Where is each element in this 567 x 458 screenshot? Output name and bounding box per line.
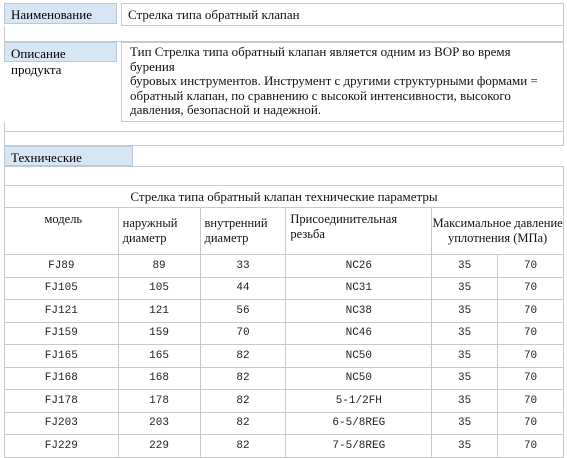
cell-model: FJ105 xyxy=(5,277,119,300)
description-value xyxy=(121,42,564,122)
cell-pressure-2: 70 xyxy=(498,390,564,413)
header-model-text: модель xyxy=(44,212,83,226)
cell-pressure-1: 35 xyxy=(432,412,498,435)
cell-outer-diameter: 89 xyxy=(118,255,200,278)
table-row xyxy=(5,435,564,458)
header-outer-diameter xyxy=(118,208,200,255)
cell-thread: NC26 xyxy=(286,255,432,278)
header-outer-diameter-line2: диаметр xyxy=(122,231,167,245)
name-value: Стрелка типа обратный клапан xyxy=(121,3,564,26)
tech-params-label: Технические xyxy=(4,146,133,166)
spacer-row-3 xyxy=(4,132,564,146)
cell-model: FJ178 xyxy=(5,390,119,413)
description-line: буровых инструментов. Инструмент с другими структурными формами = xyxy=(130,73,538,88)
cell-model: FJ229 xyxy=(5,435,119,458)
description-line: обратный клапан, по сравнению с высокой интенсивности, высокого xyxy=(130,87,511,103)
cell-pressure-1: 35 xyxy=(432,345,498,368)
cell-thread: NC50 xyxy=(286,367,432,390)
cell-model: FJ159 xyxy=(5,322,119,345)
params-table xyxy=(4,207,564,458)
cell-outer-diameter: 165 xyxy=(118,345,200,368)
header-outer-diameter-line1: наружный xyxy=(122,216,178,230)
header-pressure-line1: Максимальное давление xyxy=(432,216,563,230)
cell-pressure-2: 70 xyxy=(498,345,564,368)
cell-thread: NC31 xyxy=(286,277,432,300)
cell-model: FJ121 xyxy=(5,300,119,323)
cell-model: FJ89 xyxy=(5,255,119,278)
cell-model: FJ203 xyxy=(5,412,119,435)
header-inner-diameter-line1: внутренний xyxy=(204,216,268,230)
cell-model: FJ168 xyxy=(5,367,119,390)
cell-outer-diameter: 105 xyxy=(118,277,200,300)
cell-pressure-1: 35 xyxy=(432,255,498,278)
params-header-row xyxy=(5,208,564,255)
header-thread xyxy=(286,208,432,255)
cell-pressure-2: 70 xyxy=(498,300,564,323)
cell-thread: NC50 xyxy=(286,345,432,368)
cell-thread: NC38 xyxy=(286,300,432,323)
cell-inner-diameter: 82 xyxy=(200,435,286,458)
cell-outer-diameter: 121 xyxy=(118,300,200,323)
cell-pressure-2: 70 xyxy=(498,255,564,278)
cell-thread: 7-5/8REG xyxy=(286,435,432,458)
params-table-title: Стрелка типа обратный клапан технические параметры xyxy=(4,186,564,207)
cell-inner-diameter: 70 xyxy=(200,322,286,345)
cell-pressure-2: 70 xyxy=(498,435,564,458)
cell-pressure-1: 35 xyxy=(432,277,498,300)
cell-inner-diameter: 82 xyxy=(200,412,286,435)
cell-inner-diameter: 82 xyxy=(200,345,286,368)
cell-outer-diameter: 178 xyxy=(118,390,200,413)
description-line: давления, безопасной и надежной. xyxy=(130,102,322,117)
header-model xyxy=(5,208,119,255)
cell-pressure-1: 35 xyxy=(432,300,498,323)
cell-thread: 6-5/8REG xyxy=(286,412,432,435)
cell-model: FJ165 xyxy=(5,345,119,368)
cell-outer-diameter: 229 xyxy=(118,435,200,458)
cell-inner-diameter: 82 xyxy=(200,367,286,390)
cell-outer-diameter: 203 xyxy=(118,412,200,435)
table-row xyxy=(5,277,564,300)
name-label: Наименование xyxy=(4,3,117,24)
header-pressure-line2: уплотнения (МПа) xyxy=(447,231,548,245)
cell-pressure-1: 35 xyxy=(432,322,498,345)
table-row xyxy=(5,345,564,368)
cell-inner-diameter: 56 xyxy=(200,300,286,323)
table-row xyxy=(5,322,564,345)
table-row xyxy=(5,255,564,278)
table-row xyxy=(5,412,564,435)
cell-inner-diameter: 33 xyxy=(200,255,286,278)
table-row xyxy=(5,367,564,390)
spacer-row-4 xyxy=(4,166,564,186)
params-body xyxy=(5,255,564,458)
spacer-row-2 xyxy=(4,122,564,132)
cell-pressure-2: 70 xyxy=(498,322,564,345)
cell-pressure-1: 35 xyxy=(432,390,498,413)
header-inner-diameter xyxy=(200,208,286,255)
header-pressure xyxy=(432,208,564,255)
cell-thread: NC46 xyxy=(286,322,432,345)
header-inner-diameter-line2: диаметр xyxy=(204,231,249,245)
description-line: Тип Стрелка типа обратный клапан является одним из BOP во время бурения xyxy=(130,44,511,74)
cell-pressure-2: 70 xyxy=(498,412,564,435)
table-row xyxy=(5,300,564,323)
cell-inner-diameter: 82 xyxy=(200,390,286,413)
cell-pressure-2: 70 xyxy=(498,367,564,390)
cell-pressure-2: 70 xyxy=(498,277,564,300)
cell-outer-diameter: 159 xyxy=(118,322,200,345)
cell-outer-diameter: 168 xyxy=(118,367,200,390)
table-row xyxy=(5,390,564,413)
cell-thread: 5-1/2FH xyxy=(286,390,432,413)
cell-pressure-1: 35 xyxy=(432,435,498,458)
spacer-row-1 xyxy=(4,26,564,42)
description-label: Описание продукта xyxy=(4,42,117,62)
cell-inner-diameter: 44 xyxy=(200,277,286,300)
cell-pressure-1: 35 xyxy=(432,367,498,390)
header-thread-text: Присоединительная резьба xyxy=(290,212,398,241)
